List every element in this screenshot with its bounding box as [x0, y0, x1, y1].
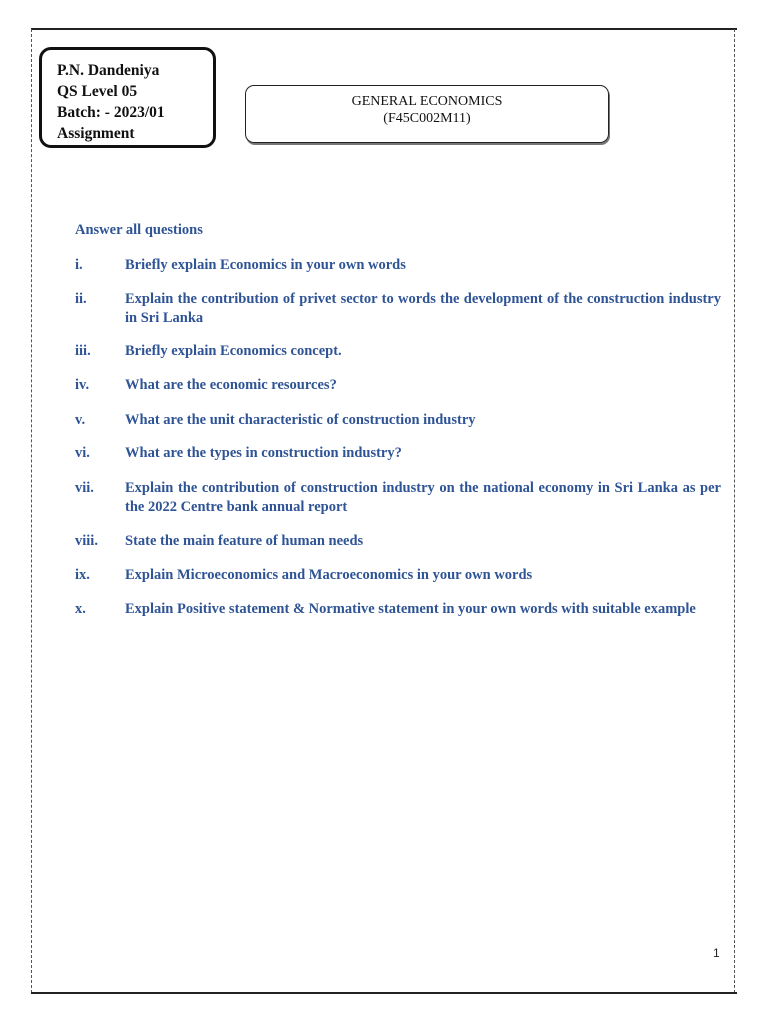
student-name: P.N. Dandeniya [57, 62, 160, 79]
question-item [75, 532, 721, 551]
question-item [75, 479, 721, 517]
question-number: iii. [75, 343, 91, 359]
question-number: vi. [75, 445, 90, 461]
question-text: State the main feature of human needs [125, 533, 364, 549]
course-title: GENERAL ECONOMICS [351, 94, 503, 109]
course-code: (F45C002M11) [383, 111, 471, 126]
question-text: Explain the contribution of construction industry on the national economy in Sri Lanka as per the 2022 Centre bank annual report [125, 480, 721, 515]
question-number: v. [75, 412, 86, 428]
student-batch: Batch: - 2023/01 [57, 104, 165, 121]
course-title-box [245, 85, 609, 143]
document-type: Assignment [57, 125, 135, 142]
page-number: 1 [713, 946, 720, 960]
question-number: x. [75, 601, 86, 617]
question-item [75, 342, 721, 361]
question-item [75, 290, 721, 328]
question-text: Explain Microeconomics and Macroeconomics in your own words [125, 567, 533, 583]
question-item [75, 411, 721, 430]
question-number: vii. [75, 480, 94, 496]
student-level: QS Level 05 [57, 83, 138, 100]
instruction-text: Answer all questions [75, 222, 203, 238]
question-text: What are the types in construction industry? [125, 445, 402, 461]
question-item [75, 444, 721, 463]
question-number: ix. [75, 567, 90, 583]
question-number: iv. [75, 377, 90, 393]
question-text: Briefly explain Economics concept. [125, 343, 342, 359]
question-number: i. [75, 257, 83, 273]
question-number: ii. [75, 291, 87, 307]
page-bottom-rule [31, 992, 737, 994]
question-item [75, 256, 721, 275]
question-text: What are the unit characteristic of construction industry [125, 412, 476, 428]
question-text: Explain Positive statement & Normative statement in your own words with suitable example [125, 601, 696, 617]
student-info-box [39, 47, 216, 148]
question-text: Explain the contribution of privet sector to words the development of the construction industry in Sri Lanka [125, 291, 721, 326]
question-item [75, 566, 721, 585]
question-item [75, 376, 721, 395]
question-text: What are the economic resources? [125, 377, 337, 393]
question-number: viii. [75, 533, 98, 549]
question-text: Briefly explain Economics in your own words [125, 257, 406, 273]
question-item [75, 600, 721, 619]
